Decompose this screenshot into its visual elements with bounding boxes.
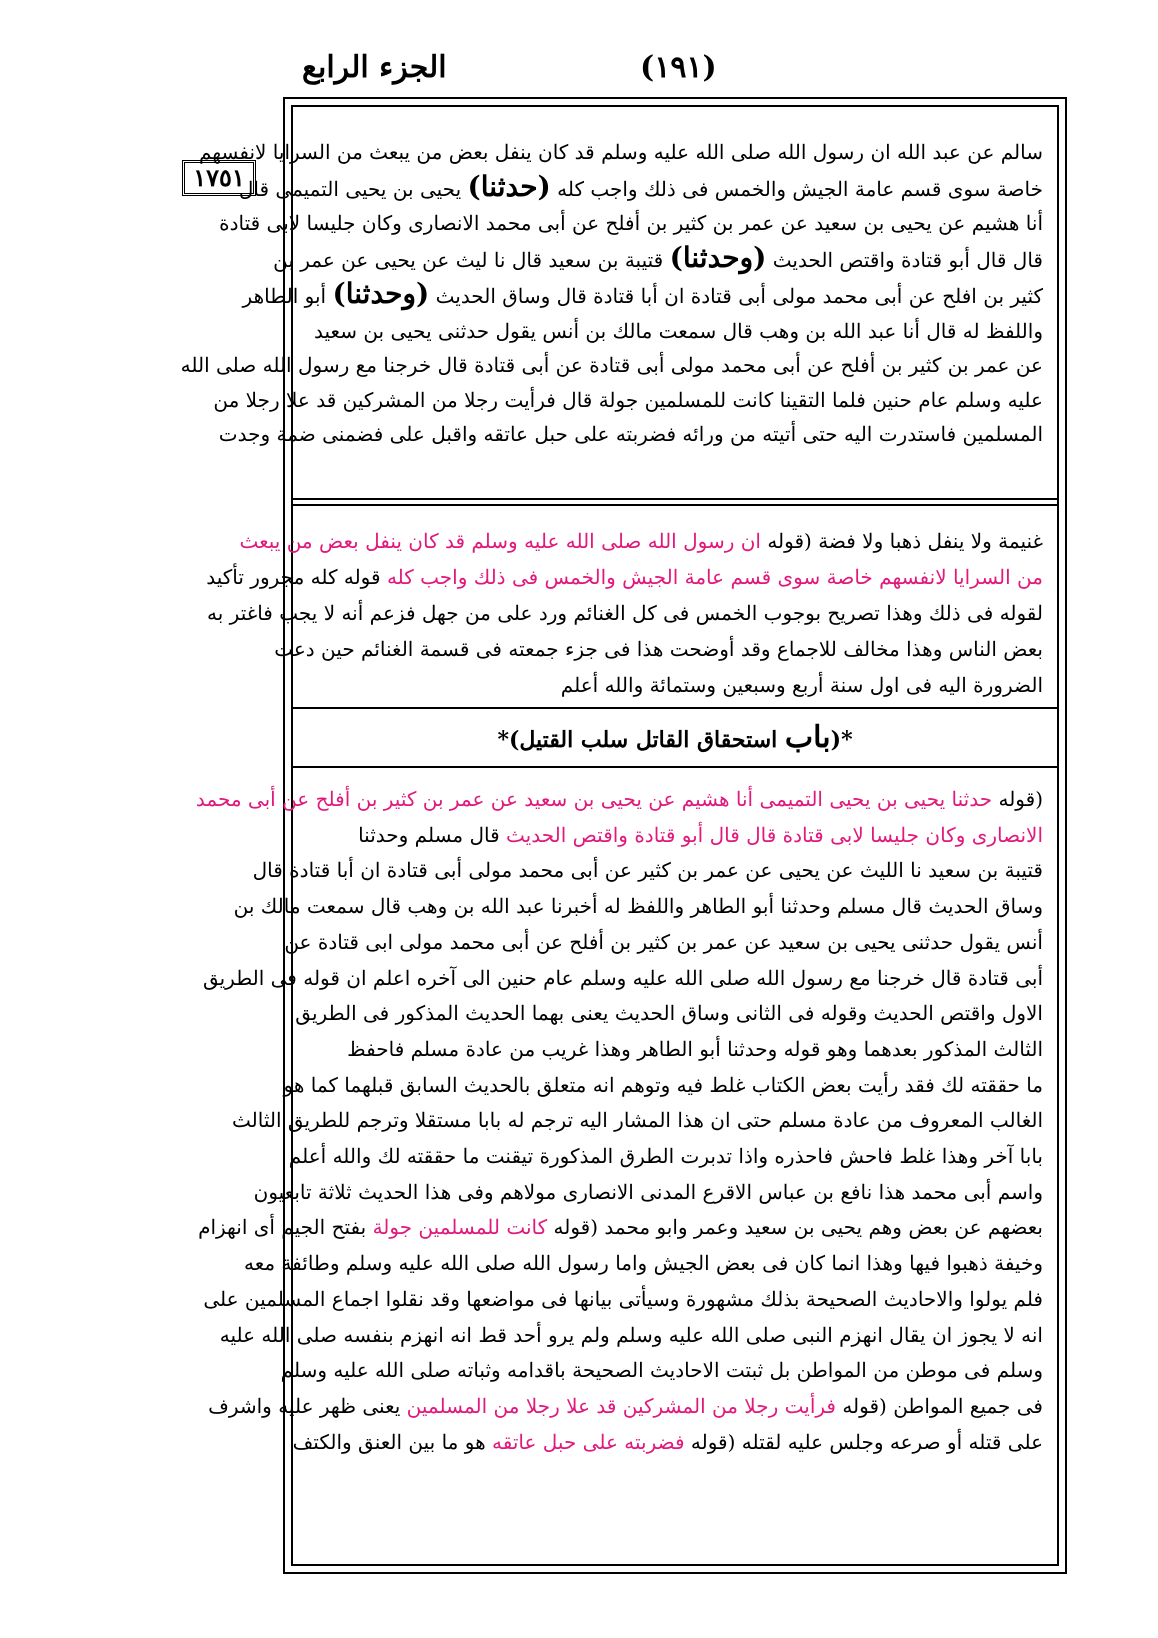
text-segment: الثالث المذكور بعدهما وهو قوله وحدثنا أبو الطاهر وهذا غريب من عادة مسلم فاحفظ (347, 1036, 1043, 1061)
text-line (307, 1032, 1043, 1068)
text-segment: سالم عن عبد الله ان رسول الله صلى الله عليه وسلم قد كان ينفل بعض من يبعث من السرايا لانفسهم (198, 140, 1043, 164)
text-segment: أبو الطاهر (242, 284, 333, 308)
text-line (207, 595, 1043, 631)
text-segment: المسلمين فاستدرت اليه حتى أتيته من ورائه فضربته على حبل عاتقه واقبل على فضمنى ضمة وجدت (218, 422, 1043, 446)
text-line (280, 1353, 1043, 1389)
quoted-matn: الانصارى وكان جليسا لابى قتادة قال قال أبو قتادة واقتص الحديث (506, 822, 1043, 847)
quoted-matn: من السرايا لانفسهم خاصة سوى قسم عامة الجيش والخمس فى ذلك واجب كله (386, 565, 1043, 589)
text-segment: هو ما بين العنق والكتف (292, 1429, 492, 1454)
haddathana-marker: (وحدثنا) (669, 240, 767, 274)
text-segment: قال قال أبو قتادة واقتص الحديث (766, 247, 1043, 272)
text-line (307, 667, 1043, 703)
text-line (307, 818, 1043, 854)
text-line (239, 523, 1043, 559)
text-line (195, 782, 1043, 818)
text-segment: قال مسلم وحدثنا (358, 822, 507, 847)
text-segment: قوله كله مجرور تأكيد (206, 565, 387, 589)
haddathana-marker: (وحدثنا) (332, 277, 430, 310)
text-line (198, 1210, 1043, 1246)
text-segment: قتيبة بن سعيد نا الليث عن يحيى عن عمر بن كثير عن أبى محمد مولى أبى قتادة ان أبا قتادة قال (252, 858, 1043, 883)
text-line (206, 559, 1043, 595)
text-line (288, 1139, 1043, 1175)
text-line (208, 1389, 1043, 1425)
text-segment: أنس يقول حدثنى يحيى بن سعيد عن عمر بن كثير بن أفلح عن أبى محمد مولى ابى قتادة عن (284, 929, 1043, 954)
text-line (243, 1246, 1043, 1282)
text-segment: انه لا يجوز ان يقال انهزم النبى صلى الله عليه وسلم ولم يرو أحد قط انه انهزم بنفسه صلى الله عليه (219, 1322, 1043, 1347)
text-segment: (قوله (992, 787, 1043, 811)
text-line (292, 1425, 1043, 1461)
text-segment: فلم يولوا والاحاديث الصحيحة بذلك مشهورة وسيأتى بيانها فى مواضعها وقد نقلوا اجماع المسلمين على (203, 1286, 1043, 1311)
text-line (242, 277, 1043, 314)
chapter-title (497, 720, 852, 755)
text-segment: بابا آخر وهذا غلط فاحش فاحذره واذا تدبرت الطرق المذكورة تيقنت ما حققته لك والله أعلم (288, 1144, 1043, 1169)
text-segment: فى جميع المواطن (قوله (835, 1393, 1043, 1418)
text-line (252, 853, 1043, 889)
text-line (283, 1068, 1043, 1104)
text-line (219, 206, 1043, 241)
text-segment: الضرورة اليه فى اول سنة أربع وسبعين وستمائة والله أعلم (560, 673, 1043, 697)
text-line (238, 169, 1043, 207)
text-segment: على قتله أو صرعه وجلس عليه لقتله (قوله (684, 1429, 1043, 1454)
quoted-matn: كانت للمسلمين جولة (372, 1215, 548, 1240)
text-segment: أبى قتادة قال خرجنا مع رسول الله صلى الله عليه وسلم عام حنين الى آخره اعلم ان قوله فى الطريق (202, 965, 1043, 990)
text-line (198, 135, 1043, 170)
hadith-number: ١٧٥١ (182, 160, 256, 196)
quoted-matn: حدثنا يحيى بن يحيى التميمى أنا هشيم عن يحيى بن سعيد عن عمر بن كثير بن أفلح عن أبى محمد (195, 787, 993, 811)
page-number: (١٩١) (640, 50, 717, 85)
text-segment: أنا هشيم عن يحيى بن سعيد عن عمر بن كثير بن أفلح عن أبى محمد الانصارى وكان جليسا لابى قتادة (219, 211, 1043, 235)
text-segment: عن عمر بن كثير بن أفلح عن أبى محمد مولى أبى قتادة عن أبى قتادة قال خرجنا مع رسول الله صلى الله (180, 353, 1043, 377)
text-line (284, 925, 1043, 961)
text-segment: وسلم فى موطن من المواطن بل ثبتت الاحاديث الصحيحة باقدامه وثباته صلى الله عليه وسلم (280, 1358, 1043, 1383)
chapter-close: )* (497, 726, 520, 753)
text-line (274, 631, 1043, 667)
section-divider (293, 498, 1057, 506)
commentary-section-2 (195, 770, 1057, 1564)
text-line (219, 1318, 1043, 1354)
commentary-section-1 (206, 511, 1057, 706)
text-line (232, 1103, 1043, 1139)
text-segment: كثير بن افلح عن أبى محمد مولى أبى قتادة ان أبا قتادة قال وساق الحديث (429, 284, 1043, 308)
text-line (253, 1175, 1043, 1211)
text-segment: يعنى ظهر عليه واشرف (208, 1393, 407, 1418)
section-divider (293, 707, 1057, 709)
text-line (273, 240, 1043, 278)
text-segment: قتيبة بن سعيد قال نا ليث عن يحيى عن عمر بن (273, 247, 670, 272)
text-line (307, 314, 1043, 349)
text-line (295, 996, 1043, 1032)
haddathana-marker: (حدثنا) (467, 169, 551, 203)
section-divider (293, 766, 1057, 768)
text-segment: خاصة سوى قسم عامة الجيش والخمس فى ذلك واجب كله (550, 176, 1043, 201)
text-segment: واللفظ له قال أنا عبد الله بن وهب قال سمعت مالك بن أنس يقول حدثنى يحيى بن سعيد (314, 318, 1043, 343)
chapter-bab: باب (784, 719, 831, 755)
text-segment: ما حققته لك فقد رأيت بعض الكتاب غلط فيه وتوهم انه متعلق بالحديث السابق قبلهما كما هو (283, 1072, 1043, 1097)
text-segment: بفتح الجيم أى انهزام (198, 1215, 373, 1240)
text-line (202, 961, 1043, 997)
text-segment: لقوله فى ذلك وهذا تصريح بوجوب الخمس فى كل الغنائم ورد على من جهل فزعم أنه لا يجب فاغتر به (207, 601, 1043, 625)
volume-title: الجزء الرابع (302, 50, 447, 85)
text-segment: الغالب المعروف من عادة مسلم حتى ان هذا المشار اليه ترجم له بابا مستقلا وترجم للطريق الثالث (232, 1108, 1043, 1133)
chapter-title-text: استحقاق القاتل سلب القتيل (519, 726, 785, 753)
text-line (233, 889, 1043, 925)
quoted-matn: فضربته على حبل عاتقه (491, 1429, 685, 1454)
text-segment: يحيى بن يحيى التميمى قال (238, 176, 468, 201)
text-segment: وساق الحديث قال مسلم وحدثنا أبو الطاهر واللفظ له أخبرنا عبد الله بن وهب قال سمعت مالك بن (233, 894, 1043, 919)
quoted-matn: ان رسول الله صلى الله عليه وسلم قد كان ينفل بعض من يبعث (239, 529, 761, 553)
text-line (180, 348, 1043, 383)
text-line (213, 383, 1043, 418)
chapter-open: *( (830, 726, 853, 753)
text-segment: بعض الناس وهذا مخالف للاجماع وقد أوضحت هذا فى جزء جمعته فى قسمة الغنائم حين دعت (274, 637, 1043, 661)
text-segment: غنيمة ولا ينفل ذهبا ولا فضة (قوله (760, 529, 1043, 553)
chapter-heading (293, 710, 1057, 764)
text-segment: عليه وسلم عام حنين فلما التقينا كانت للمسلمين جولة قال فرأيت رجلا من المشركين قد علا رجلا من (213, 387, 1043, 412)
quoted-matn: فرأيت رجلا من المشركين قد علا رجلا من المسلمين (406, 1393, 836, 1418)
text-line (203, 1282, 1043, 1318)
text-segment: وخيفة ذهبوا فيها وهذا انما كان فى بعض الجيش واما رسول الله صلى الله عليه وسلم وطائفة معه (243, 1251, 1043, 1276)
text-segment: الاول واقتص الحديث وقوله فى الثانى وساق الحديث يعنى بهما الحديث المذكور فى الطريق (295, 1001, 1043, 1026)
text-line (218, 417, 1043, 452)
text-segment: واسم أبى محمد هذا نافع بن عباس الاقرع المدنى الانصارى مولاهم وفى هذا الحديث ثلاثة تابعيون (253, 1179, 1043, 1204)
text-segment: بعضهم عن بعض وهم يحيى بن سعيد وعمر وابو محمد (قوله (547, 1215, 1043, 1240)
